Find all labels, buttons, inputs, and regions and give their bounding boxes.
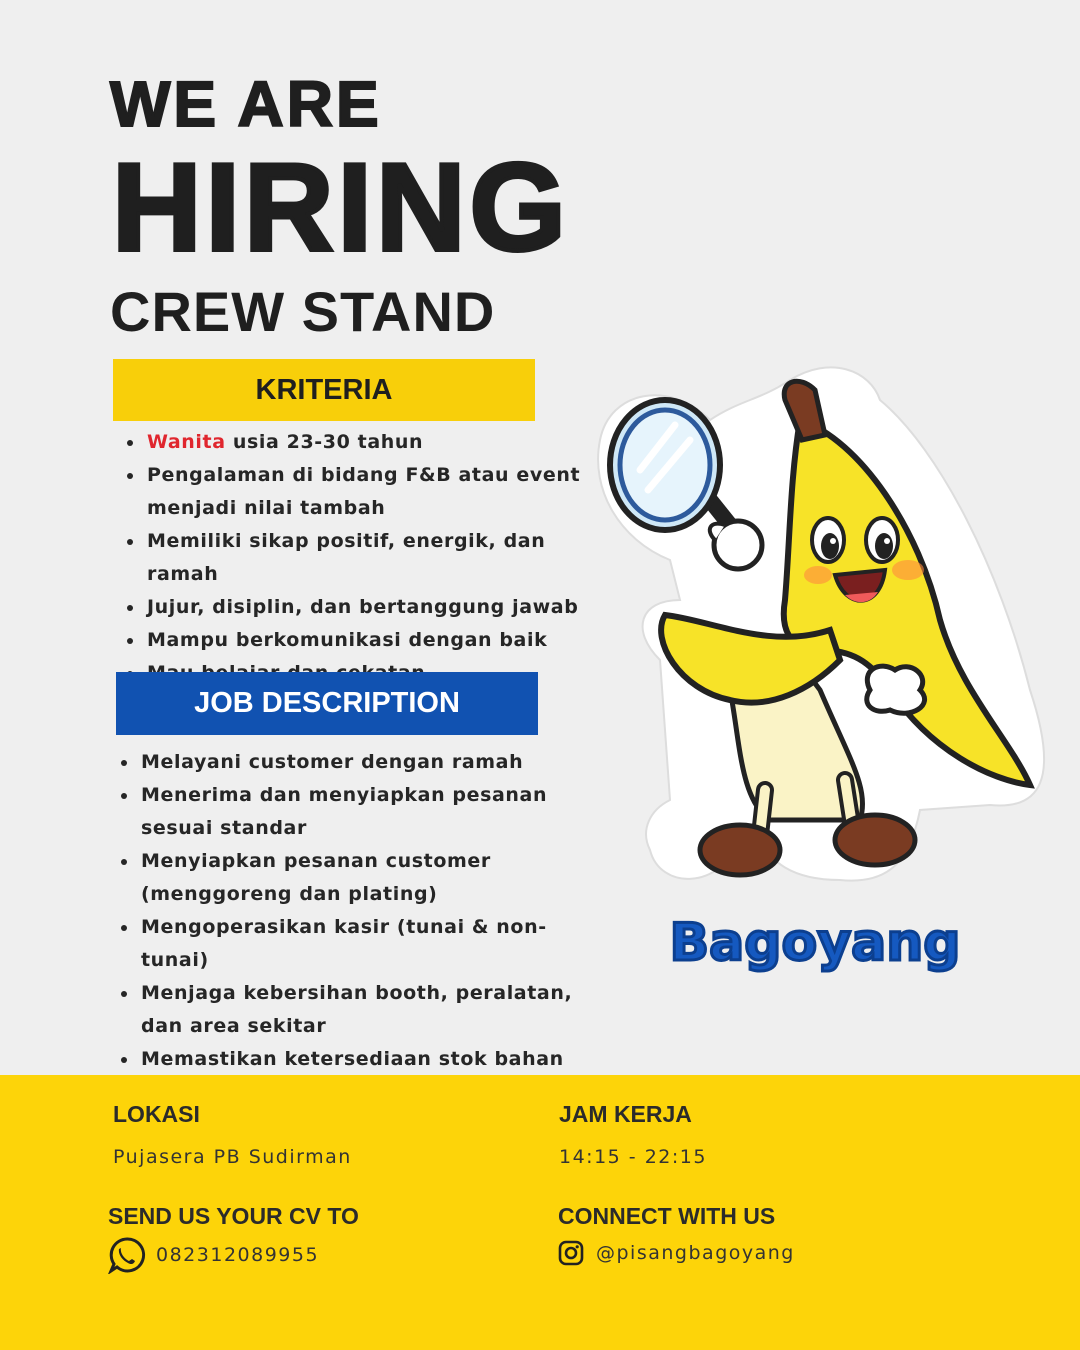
instagram-icon [558,1240,584,1266]
job-description-title: JOB DESCRIPTION [194,687,460,719]
connect-label: CONNECT WITH US [558,1203,776,1229]
position-title: CREW STAND [110,280,496,343]
job-description-header [116,672,538,735]
list-item: Memiliki sikap positif, energik, dan ramah [127,525,587,591]
phone-contact[interactable] [108,1236,319,1274]
list-item-text: usia 23-30 tahun [225,431,424,453]
instagram-contact[interactable] [558,1240,795,1266]
brand-name: Bagoyang [669,913,961,973]
location-label: LOKASI [113,1101,200,1127]
whatsapp-icon [108,1236,146,1274]
list-item: Menyiapkan pesanan customer (menggoreng dan plating) [121,845,591,911]
kriteria-title: KRITERIA [255,373,393,406]
list-item: Pengalaman di bidang F&B atau event menjadi nilai tambah [127,459,587,525]
hours-value: 14:15 - 22:15 [559,1146,707,1168]
instagram-handle: @pisangbagoyang [596,1242,795,1264]
list-item: Melayani customer dengan ramah [121,746,591,779]
headline-hiring: HIRING [112,139,570,277]
job-description-list [121,746,591,1109]
list-item: Menjaga kebersihan booth, peralatan, dan area sekitar [121,977,591,1043]
list-item: Mengoperasikan kasir (tunai & non-tunai) [121,911,591,977]
gender-highlight: Wanita [147,431,226,453]
banana-mascot-illustration [590,360,1060,890]
list-item [127,426,587,459]
list-item: Mampu berkomunikasi dengan baik [127,624,587,657]
phone-number: 082312089955 [156,1244,320,1266]
kriteria-header [113,359,535,421]
send-cv-label: SEND US YOUR CV TO [108,1203,359,1229]
list-item: Jujur, disiplin, dan bertanggung jawab [127,591,587,624]
location-value: Pujasera PB Sudirman [113,1146,352,1168]
brand-logo [665,900,965,980]
kriteria-list [127,426,587,690]
list-item: Memastikan ketersediaan stok bahan [121,1043,591,1109]
list-item: Menerima dan menyiapkan pesanan sesuai standar [121,779,591,845]
hours-label: JAM KERJA [559,1101,692,1127]
headline-we-are: WE ARE [110,68,382,140]
